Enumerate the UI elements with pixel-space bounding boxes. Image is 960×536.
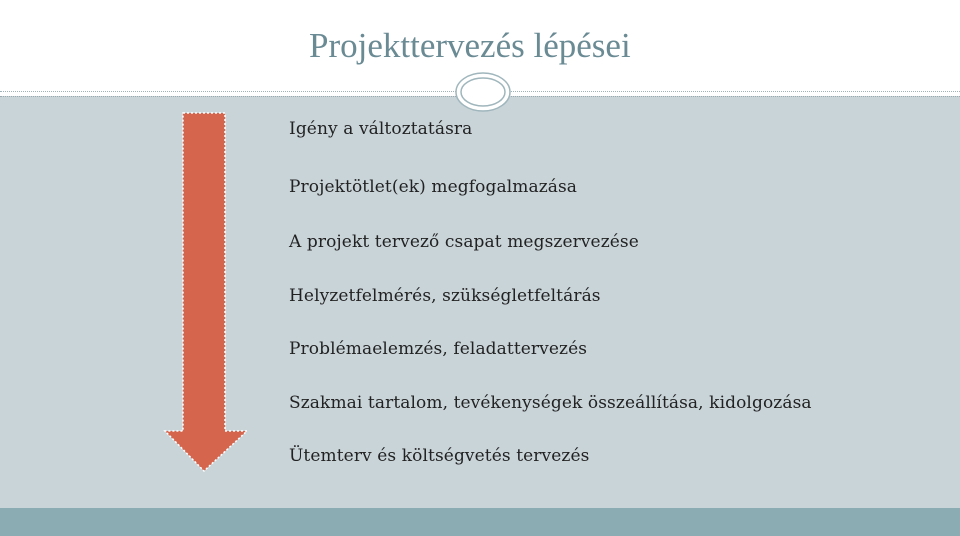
step-1: Igény a változtatásra	[289, 119, 473, 139]
down-arrow-icon	[161, 110, 251, 474]
step-4: Helyzetfelmérés, szükségletfeltárás	[289, 286, 601, 306]
step-6: Szakmai tartalom, tevékenységek összeállítása, kidolgozása	[289, 393, 812, 413]
slide-title: Projekttervezés lépései	[309, 26, 631, 65]
double-ellipse-ornament	[454, 71, 512, 113]
footer-band	[0, 508, 960, 536]
step-7: Ütemterv és költségvetés tervezés	[289, 446, 590, 466]
step-2: Projektötlet(ek) megfogalmazása	[289, 177, 578, 197]
step-5: Problémaelemzés, feladattervezés	[289, 339, 588, 359]
step-3: A projekt tervező csapat megszervezése	[289, 232, 639, 252]
